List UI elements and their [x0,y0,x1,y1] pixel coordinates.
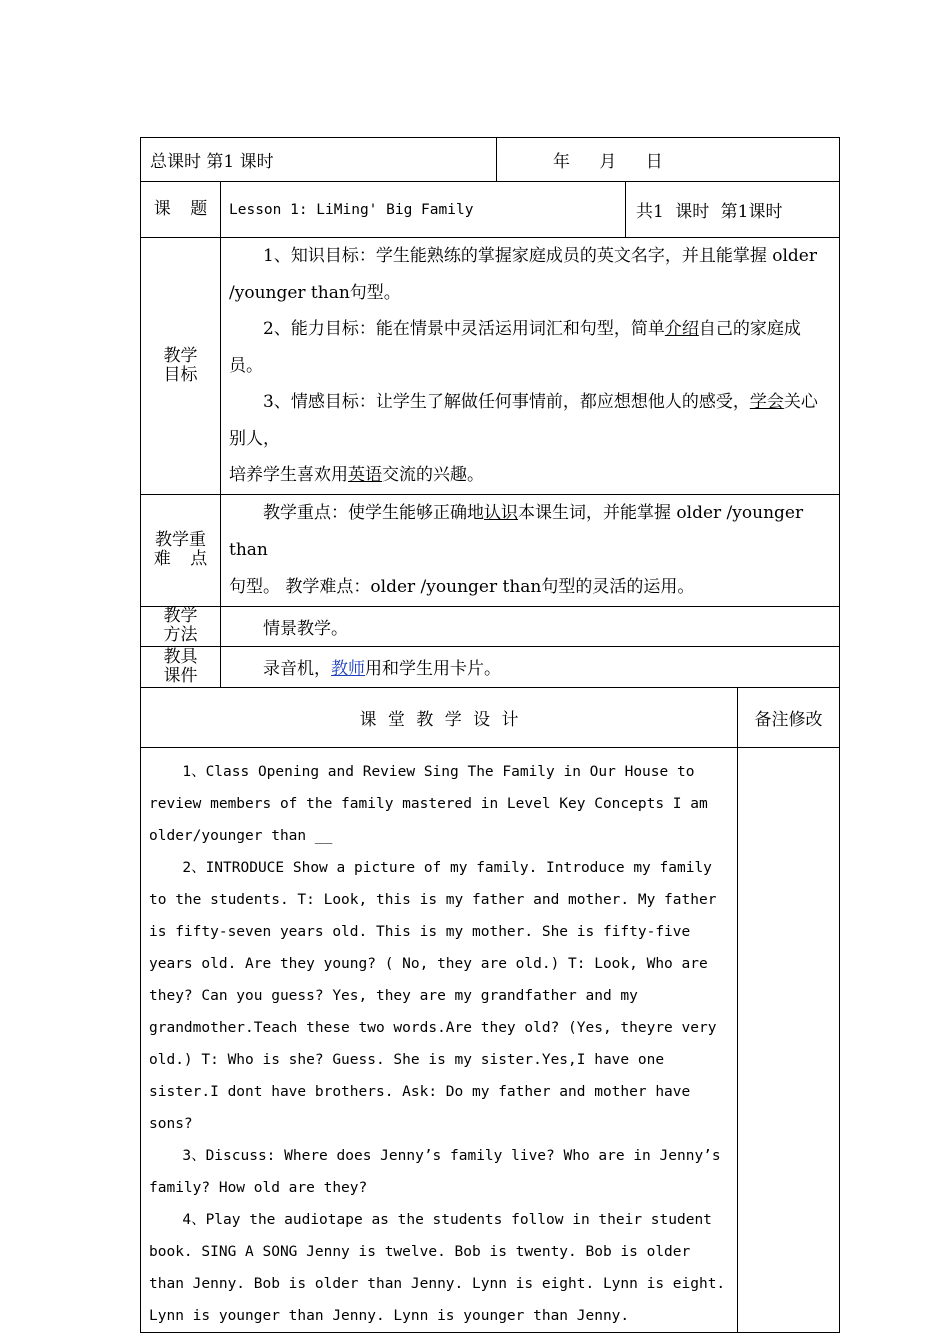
total-periods-cell: 总课时 第1 课时 [141,138,497,182]
goal-knowledge: 1、知识目标：学生能熟练的掌握家庭成员的英文名字，并且能掌握 older [263,246,817,266]
topic-label: 课 题 [141,182,221,238]
method-content [221,606,840,646]
method-label-line2: 方法 [163,625,198,645]
method-text: 情景教学。 [263,618,348,639]
notes-content[interactable] [738,747,840,1332]
lesson-title: Lesson 1: LiMing' Big Family [221,182,626,238]
teacher-link[interactable]: 教师 [331,659,365,679]
goals-label [141,238,221,495]
keypoint-main: 教学重点：使学生能够正确地认识本课生词，并能掌握 older /younger than [229,502,804,560]
tools-label-line1: 教具 [163,646,198,667]
date-cell: 年 月 日 [497,138,840,182]
goal-emotion: 3、情感目标：让学生了解做任何事情前，都应想想他人的感受，学会关心别人， [229,392,818,449]
plan-table [140,181,840,1333]
tools-text: 录音机，教师用和学生用卡片。 [263,659,501,679]
goals-content [221,238,840,495]
goals-label-line1: 教学 [163,345,198,366]
goal-ability: 2、能力目标：能在情景中灵活运用词汇和句型，简单介绍自己的家庭成员。 [229,319,801,376]
design-step-1: 1、Class Opening and Review Sing The Family in Our House to review members of the family mastered in Level Key Concepts I am older/younger than __ [149,763,708,844]
goal-emotion-cont: 培养学生喜欢用英语交流的兴趣。 [229,465,484,485]
keypoints-content [221,494,840,606]
keypoints-label-line1: 教学重 [155,530,206,550]
period-count: 共1 课时 第1课时 [626,182,840,238]
tools-content [221,646,840,687]
keypoints-label-line2: 难 点 [153,549,208,569]
goal-knowledge-cont: /younger than句型。 [229,282,401,303]
keypoint-difficulty: 句型。 教学难点：older /younger than句型的灵活的运用。 [229,576,695,597]
design-step-3: 3、Discuss: Where does Jenny’s family live? Who are in Jenny’s family? How old are they? [149,1147,721,1196]
header-table [140,137,840,182]
design-step-2: 2、INTRODUCE Show a picture of my family. Introduce my family to the students. T: Look, this is my father and mother. My father is fifty-seven years old. This is my mother. She is fifty-five years old. Are they young? ( No, they are old.) T: Look, Who are they? Can you guess? Yes, they are my grandfather and my grandmother.Teach these two words.Are they old? (Yes, theyre very old.) T: Who is she? Guess. She is my sister.Yes,I have one sister.I dont have brothers. Ask: Do my father and mother have sons? [149,859,717,1132]
goals-label-line2: 目标 [163,364,198,385]
method-label-line1: 教学 [163,606,198,626]
tools-label-line2: 课件 [163,665,198,686]
notes-title: 备注修改 [738,687,840,747]
lesson-plan-sheet [140,137,839,1333]
tools-label [141,646,221,687]
method-label [141,606,221,646]
keypoints-label [141,494,221,606]
design-step-4: 4、Play the audiotape as the students follow in their student book. SING A SONG Jenny is twelve. Bob is twenty. Bob is older than Jenny. Bob is older than Jenny. Lynn is eight. Lynn is eight. Lynn is younger than Jenny. Lynn is younger than Jenny. [149,1211,726,1324]
design-title: 课 堂 教 学 设 计 [141,687,738,747]
design-content [141,747,738,1332]
